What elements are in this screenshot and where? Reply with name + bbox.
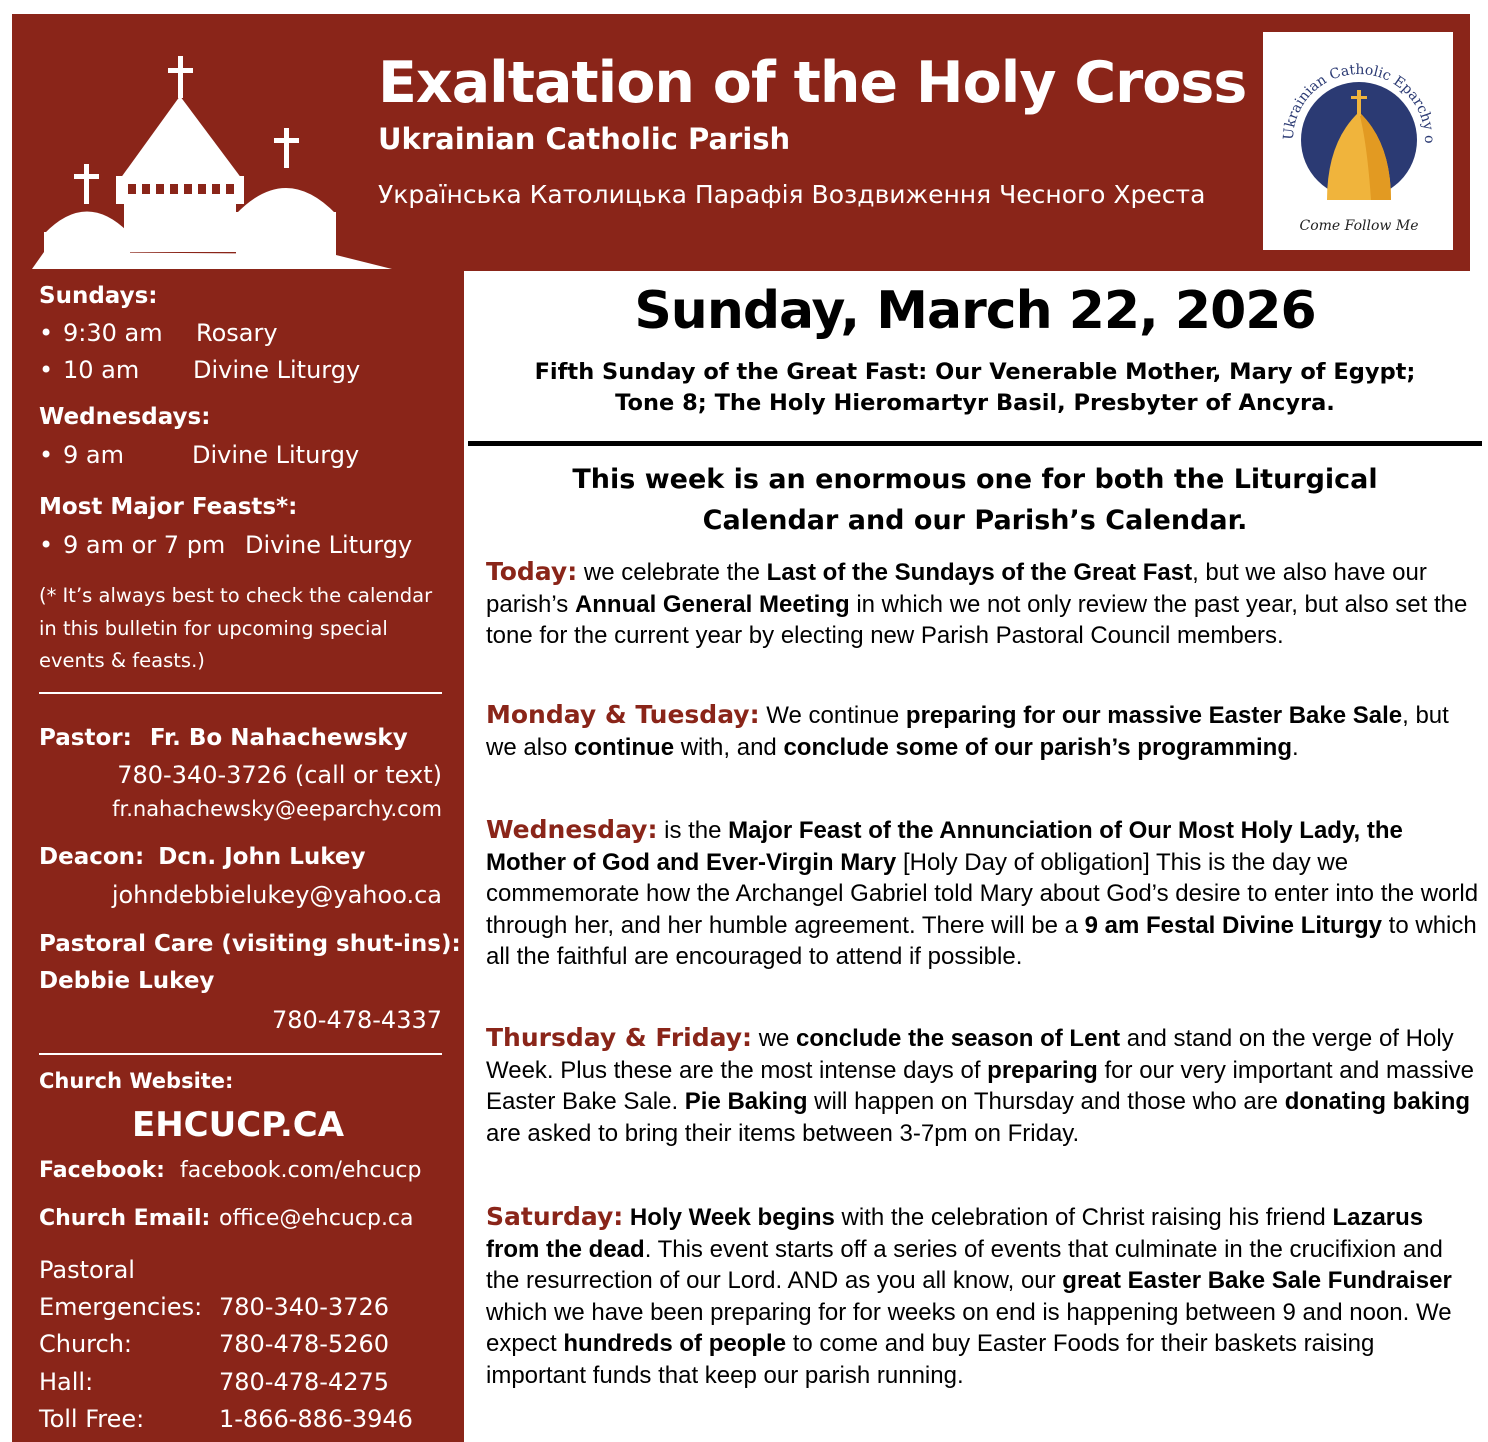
day-label: Saturday: xyxy=(486,1202,624,1231)
hall-phone-row xyxy=(39,1368,390,1396)
day-label: Wednesday: xyxy=(486,815,658,844)
church-phone: 780-478-5260 xyxy=(219,1330,390,1358)
pastoral-care-phone: 780-478-4337 xyxy=(271,1006,442,1034)
feasts-note-line: events & feasts.) xyxy=(39,649,205,672)
logo-motto: Come Follow Me xyxy=(1299,218,1419,234)
pastor-email[interactable]: fr.nahachewsky@eeparchy.com xyxy=(112,797,442,821)
wednesdays-heading: Wednesdays: xyxy=(39,404,211,430)
feasts-heading: Most Major Feasts*: xyxy=(39,494,298,520)
service-name: Rosary xyxy=(196,319,278,347)
pastor-line xyxy=(39,725,408,751)
bullet: • xyxy=(39,319,54,347)
feast-line: Fifth Sunday of the Great Fast: Our Venerable Mother, Mary of Egypt; xyxy=(534,359,1416,385)
pastoral-care-name: Debbie Lukey xyxy=(39,968,215,994)
tollfree-label: Toll Free: xyxy=(39,1405,145,1433)
service-name: Divine Liturgy xyxy=(193,356,361,384)
emergencies-label-2: Emergencies: xyxy=(39,1293,203,1321)
service-name: Divine Liturgy xyxy=(192,441,360,469)
divider xyxy=(39,1053,442,1055)
bullet: • xyxy=(39,441,54,469)
paragraph-wednesday: Wednesday: is the Major Feast of the Annunciation of Our Most Holy Lady, the Mother of God and Ever-Virgin Mary [Holy Day of obligation] This is the day we commemorate how the Archangel Gabriel told Mary about God’s desire to enter into the world through her, and her humble agreement. There will be a 9 am Festal Divine Liturgy to which all the faithful are encouraged to attend if possible. xyxy=(486,815,1479,970)
sundays-heading: Sundays: xyxy=(39,283,158,309)
church-phone-row xyxy=(39,1330,390,1358)
deacon-name: Dcn. John Lukey xyxy=(158,844,366,870)
emergencies-label-1: Pastoral xyxy=(39,1256,135,1284)
pastoral-care-label: Pastoral Care (visiting shut-ins): xyxy=(39,931,461,957)
emergencies-phone: 780-340-3726 xyxy=(219,1293,390,1321)
service-name: Divine Liturgy xyxy=(245,531,413,559)
bullet: • xyxy=(39,531,54,559)
parish-ukrainian-name: Українська Католицька Парафія Воздвиження Чесного Хреста xyxy=(378,180,1206,209)
church-email-line xyxy=(39,1206,414,1231)
intro-line: This week is an enormous one for both the Liturgical xyxy=(572,464,1378,495)
paragraph-thursday-friday: Thursday & Friday: we conclude the season of Lent and stand on the verge of Holy Week. Plus these are the most intense days of preparing for our very important and massive Easter Bake Sale. Pie Baking will happen on Thursday and those who are donating baking are asked to bring their items between 3-7pm on Friday. xyxy=(486,1023,1474,1147)
deacon-email[interactable]: johndebbielukey@yahoo.ca xyxy=(111,881,442,909)
paragraph-saturday: Saturday: Holy Week begins with the celebration of Christ raising his friend Lazarus from the dead. This event starts off a series of events that culminate in the crucifixion and the resurrection of our Lord. AND as you all know, our great Easter Bake Sale Fundraiser which we have been preparing for for weeks on end is happening between 9 and noon. We expect hundreds of people to come and buy Easter Foods for their baskets raising important funds that keep our parish running. xyxy=(486,1202,1452,1389)
service-time: 9 am or 7 pm xyxy=(63,531,226,559)
service-time: 9:30 am xyxy=(63,319,163,347)
hall-phone-label: Hall: xyxy=(39,1368,94,1396)
deacon-line xyxy=(39,844,366,870)
wednesday-item-liturgy xyxy=(39,441,360,469)
service-time: 9 am xyxy=(63,441,124,469)
feasts-note-line: in this bulletin for upcoming special xyxy=(39,617,388,640)
sunday-item-liturgy xyxy=(39,356,361,384)
logo-ring-text: Ukrainian Catholic Eparchy o xyxy=(1280,61,1438,144)
day-label: Thursday & Friday: xyxy=(486,1023,753,1052)
intro-line: Calendar and our Parish’s Calendar. xyxy=(702,505,1248,536)
tollfree-row xyxy=(39,1405,413,1433)
feasts-note-line: (* It’s always best to check the calendar xyxy=(39,584,433,607)
pastor-label: Pastor: xyxy=(39,725,132,751)
day-label: Today: xyxy=(486,557,578,586)
facebook-line xyxy=(39,1158,422,1183)
bulletin-date: Sunday, March 22, 2026 xyxy=(634,281,1316,341)
header-banner xyxy=(12,14,1470,271)
tollfree-phone: 1-866-886-3946 xyxy=(219,1405,413,1433)
church-email-link[interactable]: office@ehcucp.ca xyxy=(219,1206,414,1231)
church-email-label: Church Email: xyxy=(39,1206,211,1231)
main-content xyxy=(465,271,1488,1442)
pastor-name: Fr. Bo Nahachewsky xyxy=(149,725,408,751)
website-url[interactable]: EHCUCP.CA xyxy=(131,1105,345,1145)
paragraph-today: Today: we celebrate the Last of the Sundays of the Great Fast, but we also have our parish’s Annual General Meeting in which we not only review the past year, but also set the tone for the current year by electing new Parish Pastoral Council members. xyxy=(486,557,1468,649)
pastor-phone: 780-340-3726 (call or text) xyxy=(117,761,442,789)
day-label: Monday & Tuesday: xyxy=(486,700,760,729)
service-time: 10 am xyxy=(63,356,140,384)
sidebar xyxy=(12,271,464,1442)
parish-title: Exaltation of the Holy Cross xyxy=(378,50,1247,116)
bullet: • xyxy=(39,356,54,384)
section-divider xyxy=(468,441,1482,446)
parish-subtitle: Ukrainian Catholic Parish xyxy=(378,122,791,156)
deacon-label: Deacon: xyxy=(39,844,145,870)
feast-item-liturgy xyxy=(39,531,413,559)
eparchy-logo xyxy=(1263,32,1453,250)
feast-line: Tone 8; The Holy Hieromartyr Basil, Presbyter of Ancyra. xyxy=(615,390,1335,416)
facebook-link[interactable]: facebook.com/ehcucp xyxy=(180,1158,422,1183)
sunday-item-rosary xyxy=(39,319,278,347)
feast-description xyxy=(465,357,1485,419)
divider xyxy=(39,692,442,694)
website-label: Church Website: xyxy=(39,1069,234,1093)
week-intro xyxy=(465,459,1485,541)
hall-phone: 780-478-4275 xyxy=(219,1368,390,1396)
church-phone-label: Church: xyxy=(39,1330,133,1358)
church-silhouette-icon xyxy=(32,54,412,269)
paragraph-monday-tuesday: Monday & Tuesday: We continue preparing for our massive Easter Bake Sale, but we also continue with, and conclude some of our parish’s programming. xyxy=(486,700,1449,761)
emergencies-row xyxy=(39,1293,390,1321)
facebook-label: Facebook: xyxy=(39,1158,165,1183)
